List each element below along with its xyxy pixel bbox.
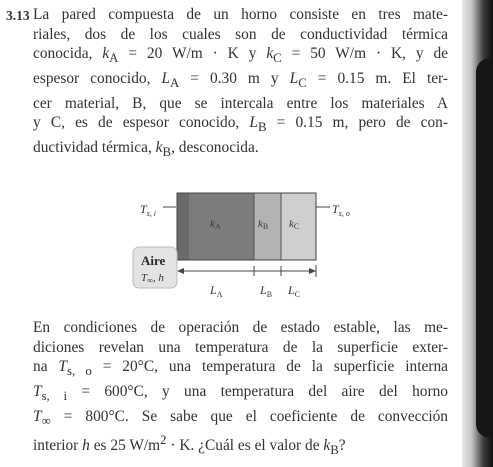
label-lb: $L_B$: [260, 283, 273, 299]
dim-arrow-left: [177, 268, 184, 274]
cond-line-5: $T_\infty = 800^\circ C$. Se sabe que el coeficiente de convección: [33, 407, 448, 428]
cond-line-3: na $T_{s, o} = 20^\circ C$, una temperatura de la superficie interna: [33, 358, 449, 379]
label-ts-i: $T_{s, i}$: [140, 202, 157, 218]
air-label: Aire: [141, 253, 166, 268]
label-la: $L_A$: [210, 283, 223, 299]
intro-line-5: cer material, B, que se intercala entre los materiales A: [33, 94, 448, 112]
label-kc: kC: [289, 218, 300, 231]
label-ts-o: $T_{s, o}$: [332, 202, 350, 218]
intro-line-3: conocida, $k_A = 20$ W/m · K y $k_C = 50$ W/m · K, y de: [33, 45, 449, 66]
cond-line-2: diciones revelan una temperatura de la superficie exter-: [33, 338, 448, 356]
intro-line-1: La pared compuesta de un horno consiste en tres mate-: [33, 6, 448, 23]
problem-statement-conditions: [33, 318, 448, 461]
label-lc: $L_C$: [288, 283, 301, 299]
dim-arrow-right: [309, 268, 316, 274]
cond-line-6: interior h es 25 $W/m^2 \cdot K$. ¿Cuál es el valor de $k_B$?: [33, 433, 346, 458]
label-ka: kA: [210, 218, 221, 231]
intro-line-2: riales, dos de los cuales son de conductividad térmica: [33, 25, 448, 43]
cond-line-1: En condiciones de operación de estado estable, las me-: [33, 319, 448, 336]
dark-side-panel: [476, 58, 493, 438]
problem-number: 3.13: [6, 8, 30, 23]
intro-line-6: y C, es de espesor conocido, $L_B = 0.15$ m, pero de con-: [33, 114, 448, 135]
intro-line-7: ductividad térmica, $k_B$, desconocida.: [33, 138, 259, 159]
cond-line-4: $T_{s, i} = 600^\circ C$, y una temperatura del aire del horno: [33, 382, 448, 403]
label-kb: kB: [258, 218, 269, 231]
wall-material-a-shade: [177, 193, 189, 260]
intro-line-4: espesor conocido, $L_A = 0.30$ m y $L_C = 0.15$ m. El ter-: [33, 69, 448, 90]
air-sub: T∞, h: [141, 272, 164, 285]
